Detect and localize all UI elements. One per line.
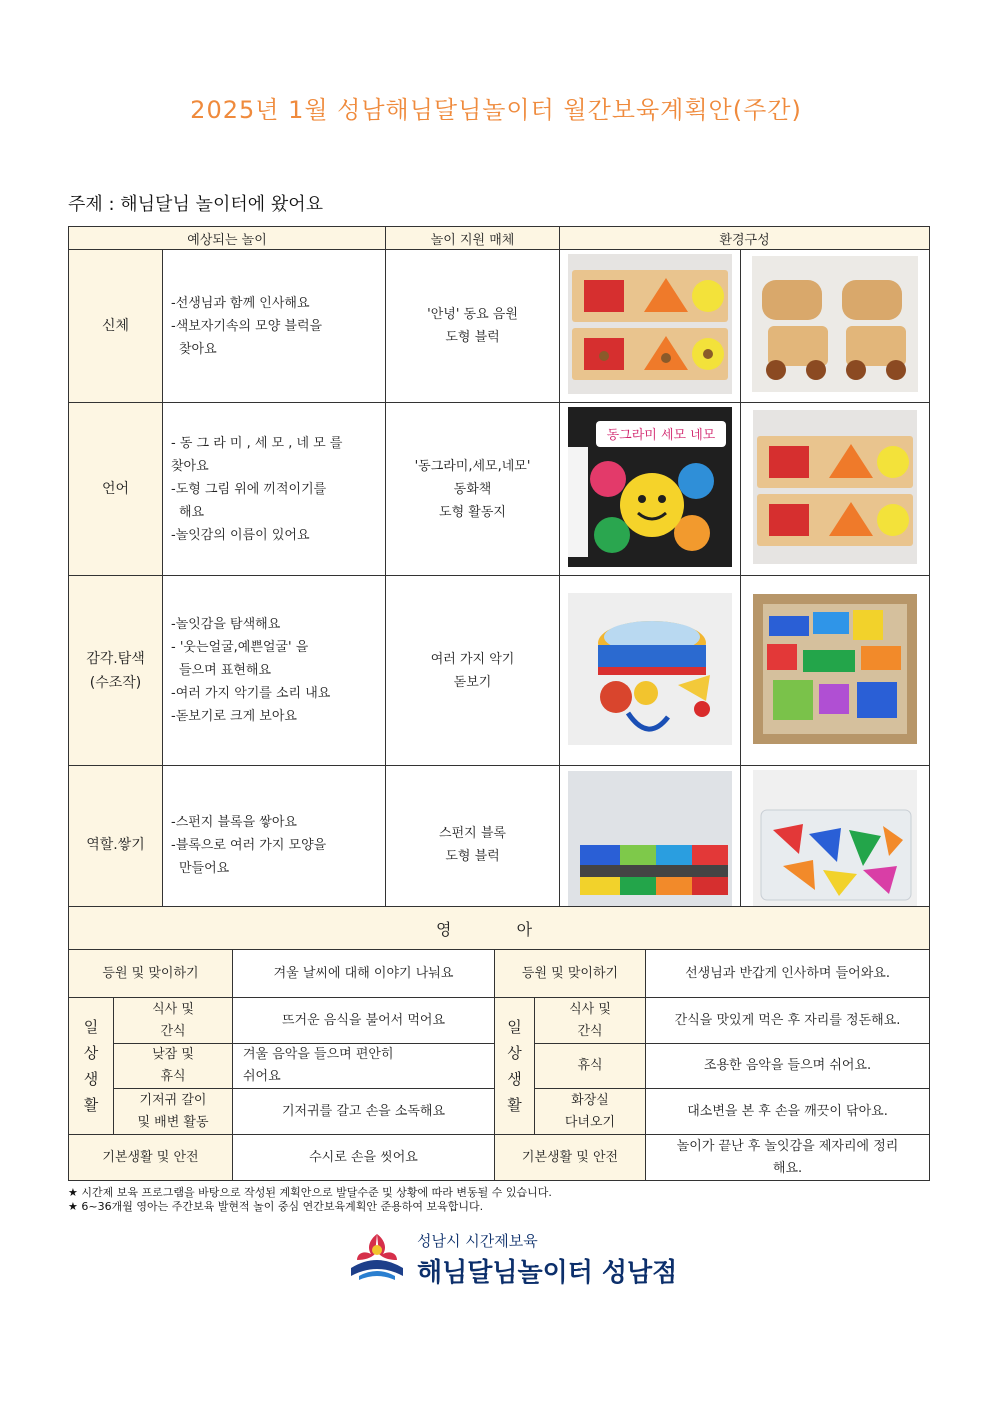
category-text: 감각.탐색 (수조작) <box>86 650 145 691</box>
env-photo-cell <box>560 403 741 576</box>
meal-label <box>114 998 233 1044</box>
env-photo-cell <box>741 576 930 766</box>
infant-daily-table <box>68 906 930 1181</box>
diaper-label-text: 기저귀 갈이 및 배변 활동 <box>137 1092 209 1130</box>
nap-label <box>114 1044 233 1089</box>
media-line: 도형 블럭 <box>445 330 500 345</box>
env-photo-cell <box>741 766 930 925</box>
theme-label: 주제 : 해님달님 놀이터에 왔어요 <box>68 194 323 215</box>
meal-value: 뜨거운 음식을 불어서 먹어요 <box>233 998 495 1044</box>
nap-value <box>233 1044 495 1089</box>
nap-value-text: 겨울 음악을 들으며 편안히 쉬어요 <box>243 1047 394 1084</box>
media-line: '안녕' 동요 음원 <box>427 307 518 322</box>
category-cell: 언어 <box>69 403 163 576</box>
play-line: - 동 그 라 미 , 세 모 , 네 모 를 <box>171 435 343 451</box>
arrival-label-left: 등원 및 맞이하기 <box>69 950 233 998</box>
header-play-media: 놀이 지원 매체 <box>386 227 560 250</box>
media-line: 도형 활동지 <box>439 504 506 520</box>
safety-value-right: 놀이가 끝난 후 놀잇감을 제자리에 정리해요. <box>646 1135 930 1181</box>
meal-label-right <box>535 998 646 1044</box>
footnote-line: ★ 시간제 보육 프로그램을 바탕으로 작성된 계획안으로 발달수준 및 상황에 따라 변동될 수 있습니다. <box>68 1186 552 1199</box>
diaper-value: 기저귀를 갈고 손을 소독해요 <box>233 1089 495 1135</box>
arrival-value-left: 겨울 날씨에 대해 이야기 나눠요 <box>233 950 495 998</box>
play-line: 찾아요 <box>171 458 209 474</box>
toilet-label-text: 화장실 다녀오기 <box>564 1092 616 1130</box>
nap-label-text: 낮잠 및 휴식 <box>152 1047 194 1084</box>
toilet-label <box>535 1089 646 1135</box>
env-photo-cell <box>560 766 741 925</box>
daily-life-text: 일 상 생 활 <box>83 1018 99 1114</box>
play-line: -스펀지 블록을 쌓아요 <box>171 814 297 830</box>
category-cell <box>69 576 163 766</box>
shape-puzzle-photo <box>568 254 732 394</box>
block-basket-photo <box>753 594 917 744</box>
plays-cell <box>163 766 386 925</box>
media-cell <box>386 766 560 925</box>
footnotes <box>68 1186 552 1214</box>
meal-value-right: 간식을 맛있게 먹은 후 자리를 정돈해요. <box>646 998 930 1044</box>
rest-value: 조용한 음악을 들으며 쉬어요. <box>646 1044 930 1089</box>
play-line: -선생님과 함께 인사해요 <box>171 295 310 311</box>
daily-life-label-left <box>69 998 114 1135</box>
media-cell <box>386 250 560 403</box>
infant-heading: 영 아 <box>69 907 930 950</box>
media-line: 여러 가지 악기 <box>430 651 515 667</box>
media-cell <box>386 576 560 766</box>
center-logo <box>345 1228 685 1288</box>
env-photo-cell <box>741 403 930 576</box>
media-line: 도형 블럭 <box>445 849 500 864</box>
sponge-block-photo <box>568 771 732 915</box>
logo-title: 해님달님놀이터 성남점 <box>417 1258 678 1288</box>
media-line: '동그라미,세모,네모' <box>414 458 531 474</box>
safety-label-left: 기본생활 및 안전 <box>69 1135 233 1181</box>
play-line: 찾아요 <box>179 341 217 357</box>
safety-label-right: 기본생활 및 안전 <box>495 1135 646 1181</box>
media-line: 동화책 <box>453 481 492 497</box>
play-line: -놀잇감을 탐색해요 <box>171 617 281 632</box>
daily-life-label-right <box>495 998 535 1135</box>
rest-label: 휴식 <box>535 1044 646 1089</box>
diaper-label <box>114 1089 233 1135</box>
media-cell <box>386 403 560 576</box>
env-photo-cell <box>741 250 930 403</box>
play-line: -놀잇감의 이름이 있어요 <box>171 527 310 543</box>
header-expected-play: 예상되는 놀이 <box>69 227 386 250</box>
play-plan-table <box>68 226 930 925</box>
play-line: -색보자기속의 모양 블럭을 <box>171 318 323 334</box>
book-title-text: 동그라미 세모 네모 <box>606 428 716 443</box>
play-line: -블록으로 여러 가지 모양을 <box>171 837 327 853</box>
toilet-value: 대소변을 본 후 손을 깨끗이 닦아요. <box>646 1089 930 1135</box>
play-line: 들으며 표현해요 <box>179 663 272 678</box>
env-photo-cell <box>560 576 741 766</box>
logo-subtitle: 성남시 시간제보육 <box>417 1232 538 1250</box>
meal-label-text: 식사 및 간식 <box>569 1001 611 1039</box>
arrival-value-right: 선생님과 반갑게 인사하며 들어와요. <box>646 950 930 998</box>
plays-cell <box>163 576 386 766</box>
plays-cell <box>163 250 386 403</box>
arrival-label-right: 등원 및 맞이하기 <box>495 950 646 998</box>
instrument-toy-photo <box>568 593 732 745</box>
category-cell: 신체 <box>69 250 163 403</box>
play-line: -도형 그림 위에 끼적이기를 <box>171 481 327 497</box>
media-line: 돋보기 <box>453 674 492 690</box>
media-line: 스펀지 블록 <box>439 826 506 841</box>
safety-value-left: 수시로 손을 씻어요 <box>233 1135 495 1181</box>
pattern-block-photo <box>753 770 917 916</box>
seongnam-emblem-icon <box>345 1228 409 1284</box>
play-line: 만들어요 <box>179 860 230 876</box>
meal-label-text: 식사 및 간식 <box>152 1001 194 1039</box>
shape-puzzle-photo <box>753 410 917 564</box>
play-line: -여러 가지 악기를 소리 내요 <box>171 686 331 701</box>
wooden-car-photo <box>752 256 918 392</box>
footnote-line: ★ 6~36개월 영아는 주간보육 발현적 놀이 중심 연간보육계획안 준용하여 보육합니다. <box>68 1200 484 1213</box>
category-cell: 역할.쌓기 <box>69 766 163 925</box>
daily-life-text: 일 상 생 활 <box>507 1018 522 1114</box>
play-line: 해요 <box>179 504 205 520</box>
plays-cell <box>163 403 386 576</box>
play-line: - '웃는얼굴,예쁜얼굴' 을 <box>171 640 309 655</box>
page-title: 2025년 1월 성남해님달님놀이터 월간보육계획안(주간) <box>190 96 802 124</box>
book-cover-photo <box>568 407 732 567</box>
env-photo-cell <box>560 250 741 403</box>
header-environment: 환경구성 <box>560 227 930 250</box>
play-line: -돋보기로 크게 보아요 <box>171 709 297 724</box>
